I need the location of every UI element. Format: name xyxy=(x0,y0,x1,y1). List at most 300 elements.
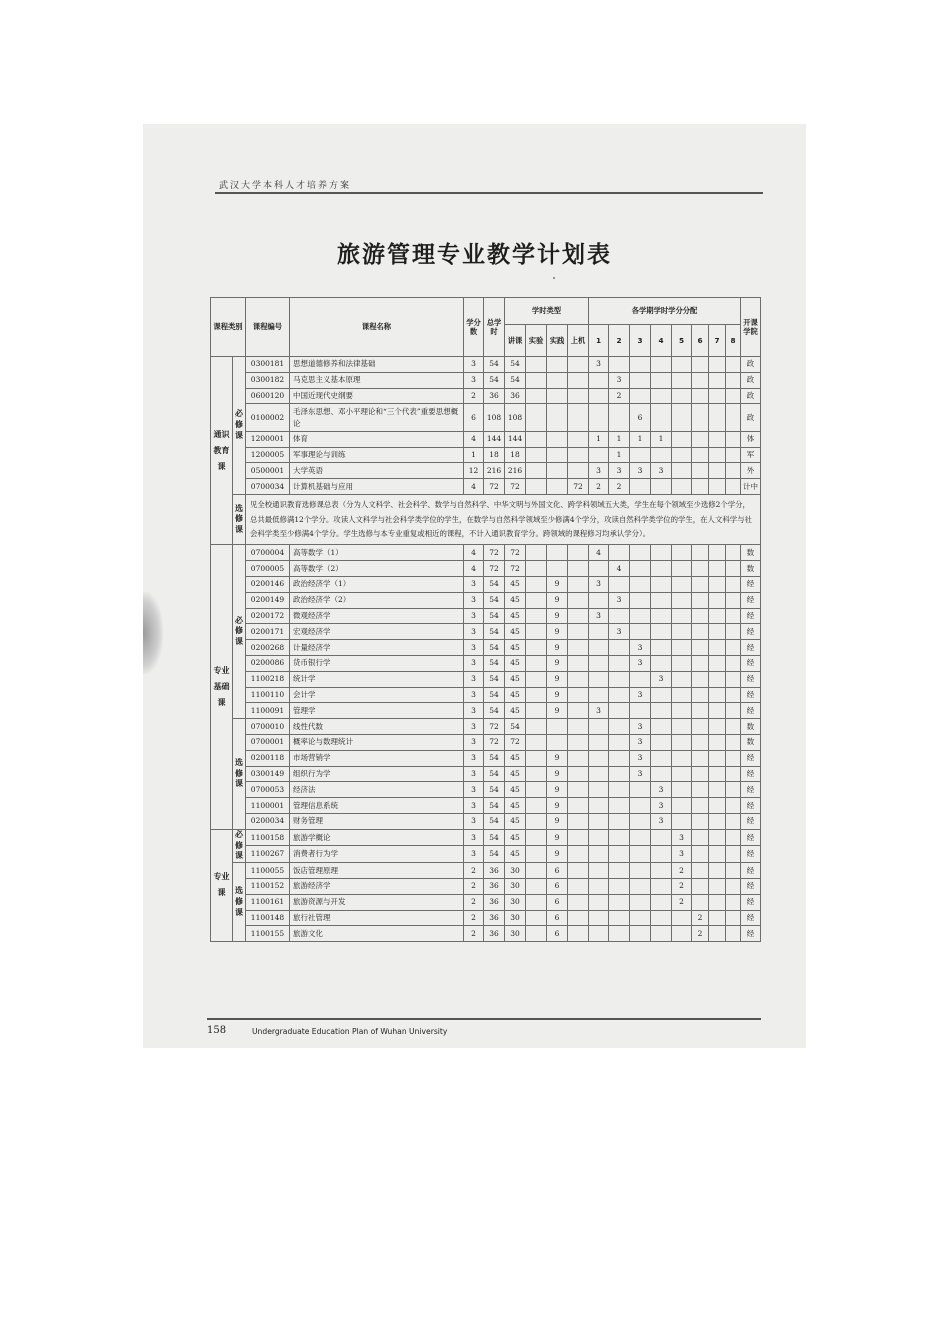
cell-computer xyxy=(568,863,589,879)
scan-speck xyxy=(553,277,555,279)
table-row xyxy=(211,388,761,404)
cell-s4 xyxy=(651,372,672,388)
cell-s6 xyxy=(692,734,709,750)
cell-s8 xyxy=(726,388,741,404)
table-body xyxy=(211,298,761,942)
teaching-plan-table xyxy=(210,297,761,942)
cell-s2 xyxy=(609,671,630,687)
header-code: 课程编号 xyxy=(246,298,290,357)
table-row xyxy=(211,655,761,671)
cell-lab xyxy=(526,431,547,447)
cell-practice xyxy=(547,447,568,463)
course-code: 0600120 xyxy=(246,388,290,404)
course-code: 1100155 xyxy=(246,926,290,942)
header-row-1 xyxy=(211,298,761,325)
cell-lab xyxy=(526,479,547,495)
cell-school: 政 xyxy=(741,357,761,373)
cell-s3 xyxy=(630,894,651,910)
cell-s8 xyxy=(726,926,741,942)
cell-s1 xyxy=(589,640,609,656)
cell-practice: 9 xyxy=(547,687,568,703)
cell-s6 xyxy=(692,388,709,404)
cell-credits: 2 xyxy=(464,910,484,926)
header-hours: 总学时 xyxy=(484,298,505,357)
table-row xyxy=(211,561,761,577)
cell-s4 xyxy=(651,719,672,735)
cell-lecture: 45 xyxy=(505,766,526,782)
course-code: 0300181 xyxy=(246,357,290,373)
cell-computer xyxy=(568,894,589,910)
cell-hours: 54 xyxy=(484,782,505,798)
cell-computer xyxy=(568,608,589,624)
cell-lecture: 45 xyxy=(505,640,526,656)
cell-lecture: 45 xyxy=(505,624,526,640)
cell-lecture: 216 xyxy=(505,463,526,479)
cell-s8 xyxy=(726,829,741,846)
cell-s4 xyxy=(651,894,672,910)
cell-s8 xyxy=(726,813,741,829)
cell-school: 经 xyxy=(741,592,761,608)
cell-s8 xyxy=(726,463,741,479)
cell-s7 xyxy=(709,798,726,814)
cell-s5 xyxy=(672,719,692,735)
cell-practice: 9 xyxy=(547,813,568,829)
cell-s8 xyxy=(726,624,741,640)
cell-computer xyxy=(568,750,589,766)
cell-practice: 9 xyxy=(547,798,568,814)
cell-s5 xyxy=(672,910,692,926)
cell-s8 xyxy=(726,798,741,814)
cell-s8 xyxy=(726,431,741,447)
cell-credits: 2 xyxy=(464,863,484,879)
cell-credits: 3 xyxy=(464,624,484,640)
cell-s4 xyxy=(651,750,672,766)
cell-s5 xyxy=(672,687,692,703)
cell-lecture: 30 xyxy=(505,926,526,942)
cell-s6 xyxy=(692,655,709,671)
cell-lab xyxy=(526,655,547,671)
cell-credits: 3 xyxy=(464,576,484,592)
cell-s7 xyxy=(709,624,726,640)
course-name: 财务管理 xyxy=(290,813,464,829)
cell-credits: 2 xyxy=(464,894,484,910)
cell-s2: 3 xyxy=(609,372,630,388)
cell-lecture: 54 xyxy=(505,719,526,735)
cell-s3: 3 xyxy=(630,719,651,735)
cell-s5: 2 xyxy=(672,894,692,910)
cell-s3 xyxy=(630,863,651,879)
cell-credits: 1 xyxy=(464,447,484,463)
cell-s4: 3 xyxy=(651,671,672,687)
cell-s1 xyxy=(589,655,609,671)
footer-rule xyxy=(207,1018,761,1020)
cell-s2 xyxy=(609,878,630,894)
cell-credits: 3 xyxy=(464,829,484,846)
course-name: 中国近现代史纲要 xyxy=(290,388,464,404)
cell-s5: 2 xyxy=(672,878,692,894)
cell-lecture: 36 xyxy=(505,388,526,404)
cell-s4 xyxy=(651,592,672,608)
header-sem-5: 5 xyxy=(672,325,692,357)
cell-computer xyxy=(568,372,589,388)
cell-s5 xyxy=(672,576,692,592)
cell-s2 xyxy=(609,766,630,782)
cell-practice: 9 xyxy=(547,608,568,624)
cell-school: 经 xyxy=(741,863,761,879)
cell-s5 xyxy=(672,926,692,942)
table-row xyxy=(211,878,761,894)
cell-s1 xyxy=(589,734,609,750)
cell-s5 xyxy=(672,671,692,687)
cell-s7 xyxy=(709,863,726,879)
cell-hours: 54 xyxy=(484,655,505,671)
cell-credits: 6 xyxy=(464,404,484,432)
header-hour-types: 学时类型 xyxy=(505,298,589,325)
cell-lab xyxy=(526,798,547,814)
course-code: 0700001 xyxy=(246,734,290,750)
cell-hours: 36 xyxy=(484,863,505,879)
cell-s5 xyxy=(672,798,692,814)
table-row xyxy=(211,734,761,750)
course-code: 1100091 xyxy=(246,703,290,719)
cell-s2 xyxy=(609,894,630,910)
cell-hours: 54 xyxy=(484,687,505,703)
cell-computer xyxy=(568,545,589,561)
cell-credits: 3 xyxy=(464,798,484,814)
cell-s1 xyxy=(589,829,609,846)
cell-lab xyxy=(526,687,547,703)
cell-computer xyxy=(568,624,589,640)
cell-s5 xyxy=(672,813,692,829)
cell-s5 xyxy=(672,404,692,432)
cell-s7 xyxy=(709,372,726,388)
cell-s1 xyxy=(589,878,609,894)
cell-credits: 12 xyxy=(464,463,484,479)
cell-practice xyxy=(547,404,568,432)
cell-s1 xyxy=(589,372,609,388)
cell-s4 xyxy=(651,926,672,942)
cell-credits: 4 xyxy=(464,545,484,561)
cell-school: 数 xyxy=(741,719,761,735)
cell-s5: 2 xyxy=(672,863,692,879)
cell-s3 xyxy=(630,447,651,463)
cell-lecture: 30 xyxy=(505,878,526,894)
cell-computer xyxy=(568,431,589,447)
table-row xyxy=(211,404,761,432)
cell-s7 xyxy=(709,561,726,577)
cell-lab xyxy=(526,926,547,942)
table-row xyxy=(211,447,761,463)
course-code: 1100055 xyxy=(246,863,290,879)
cell-practice xyxy=(547,545,568,561)
cell-hours: 54 xyxy=(484,846,505,863)
course-code: 1100001 xyxy=(246,798,290,814)
cell-hours: 36 xyxy=(484,926,505,942)
course-code: 0700005 xyxy=(246,561,290,577)
cell-s6 xyxy=(692,671,709,687)
course-code: 0200171 xyxy=(246,624,290,640)
cell-s7 xyxy=(709,766,726,782)
cell-s7 xyxy=(709,640,726,656)
cell-s6 xyxy=(692,766,709,782)
course-name: 市场营销学 xyxy=(290,750,464,766)
page-number: 158 xyxy=(207,1025,227,1036)
course-name: 马克思主义基本原理 xyxy=(290,372,464,388)
cell-practice xyxy=(547,561,568,577)
course-name: 政治经济学（1） xyxy=(290,576,464,592)
cell-s8 xyxy=(726,782,741,798)
table-row xyxy=(211,719,761,735)
cell-s8 xyxy=(726,750,741,766)
course-code: 0200172 xyxy=(246,608,290,624)
cell-s2 xyxy=(609,813,630,829)
cell-s6 xyxy=(692,608,709,624)
general-elective-note: 见全校通识教育选修课总表（分为人文科学、社会科学、数学与自然科学、中华文明与外国文化、跨学科领域五大类，学生在每个领域至少选修2个学分，总共最低修满12个学分。攻读人文科学与社会科学类学位的学生，在数学与自然科学领域至少修满4个学分，攻读自然科学类学位的学生，在人文科学与社会科学类至少修满4个学分。学生选修与本专业重复或相近的课程，不计入通识教育学分。跨领域的课程修习均承认学分）。 xyxy=(246,495,761,545)
cell-s7 xyxy=(709,388,726,404)
table-row xyxy=(211,798,761,814)
cell-practice: 6 xyxy=(547,878,568,894)
cell-lab xyxy=(526,829,547,846)
cell-lab xyxy=(526,576,547,592)
table-row xyxy=(211,640,761,656)
table-row xyxy=(211,750,761,766)
cell-school: 政 xyxy=(741,404,761,432)
cell-s4 xyxy=(651,734,672,750)
cell-lab xyxy=(526,388,547,404)
cell-lecture: 45 xyxy=(505,703,526,719)
header-sem-8: 8 xyxy=(726,325,741,357)
cell-s1: 1 xyxy=(589,431,609,447)
cell-hours: 18 xyxy=(484,447,505,463)
cell-s7 xyxy=(709,846,726,863)
cell-s7 xyxy=(709,592,726,608)
cell-s3 xyxy=(630,829,651,846)
table-row xyxy=(211,372,761,388)
course-code: 0700004 xyxy=(246,545,290,561)
cell-lecture: 45 xyxy=(505,782,526,798)
cell-computer xyxy=(568,671,589,687)
header-sem-6: 6 xyxy=(692,325,709,357)
course-code: 0200034 xyxy=(246,813,290,829)
cell-s8 xyxy=(726,404,741,432)
cell-s2 xyxy=(609,863,630,879)
cell-lab xyxy=(526,671,547,687)
cell-hours: 36 xyxy=(484,388,505,404)
cell-s8 xyxy=(726,894,741,910)
table-row xyxy=(211,357,761,373)
cell-school: 经 xyxy=(741,910,761,926)
cell-credits: 3 xyxy=(464,687,484,703)
course-code: 1100110 xyxy=(246,687,290,703)
cell-lecture: 45 xyxy=(505,671,526,687)
table-row xyxy=(211,431,761,447)
course-name: 统计学 xyxy=(290,671,464,687)
cell-s3 xyxy=(630,782,651,798)
cell-hours: 72 xyxy=(484,561,505,577)
cell-computer xyxy=(568,719,589,735)
table-row xyxy=(211,545,761,561)
cell-s5 xyxy=(672,782,692,798)
cell-school: 经 xyxy=(741,624,761,640)
cell-school: 经 xyxy=(741,671,761,687)
cell-lab xyxy=(526,447,547,463)
cell-credits: 2 xyxy=(464,926,484,942)
cell-s4 xyxy=(651,878,672,894)
header-sem-3: 3 xyxy=(630,325,651,357)
cell-s1 xyxy=(589,926,609,942)
cell-s6 xyxy=(692,863,709,879)
cell-s6 xyxy=(692,813,709,829)
cell-hours: 72 xyxy=(484,734,505,750)
course-code: 1100267 xyxy=(246,846,290,863)
cell-hours: 54 xyxy=(484,671,505,687)
cell-computer xyxy=(568,910,589,926)
header-lecture: 讲课 xyxy=(505,325,526,357)
cell-s8 xyxy=(726,878,741,894)
cell-credits: 3 xyxy=(464,671,484,687)
header-category: 课程类别 xyxy=(211,298,246,357)
header-lab: 实验 xyxy=(526,325,547,357)
cell-s6 xyxy=(692,592,709,608)
cell-s2: 3 xyxy=(609,463,630,479)
cell-school: 经 xyxy=(741,703,761,719)
cell-lab xyxy=(526,910,547,926)
cell-s1 xyxy=(589,388,609,404)
cell-s7 xyxy=(709,910,726,926)
cell-s1 xyxy=(589,894,609,910)
cell-credits: 4 xyxy=(464,479,484,495)
header-computer: 上机 xyxy=(568,325,589,357)
cell-s6 xyxy=(692,894,709,910)
cell-practice: 9 xyxy=(547,655,568,671)
cell-s5 xyxy=(672,431,692,447)
course-code: 0200086 xyxy=(246,655,290,671)
cell-lecture: 108 xyxy=(505,404,526,432)
cell-school: 经 xyxy=(741,640,761,656)
course-code: 1100152 xyxy=(246,878,290,894)
cell-s6 xyxy=(692,640,709,656)
cell-practice: 6 xyxy=(547,894,568,910)
cell-practice: 9 xyxy=(547,703,568,719)
cell-lecture: 72 xyxy=(505,561,526,577)
cell-hours: 36 xyxy=(484,894,505,910)
cell-s6 xyxy=(692,750,709,766)
cell-lecture: 45 xyxy=(505,829,526,846)
cell-s8 xyxy=(726,703,741,719)
cell-lab xyxy=(526,404,547,432)
cell-lab xyxy=(526,372,547,388)
course-name: 政治经济学（2） xyxy=(290,592,464,608)
cell-credits: 3 xyxy=(464,766,484,782)
cell-computer: 72 xyxy=(568,479,589,495)
cell-s3: 3 xyxy=(630,640,651,656)
cell-s3: 3 xyxy=(630,655,651,671)
cell-s7 xyxy=(709,608,726,624)
cell-s3 xyxy=(630,561,651,577)
cell-s1 xyxy=(589,910,609,926)
course-name: 消费者行为学 xyxy=(290,846,464,863)
course-code: 0200118 xyxy=(246,750,290,766)
cell-s6 xyxy=(692,846,709,863)
cell-lecture: 54 xyxy=(505,357,526,373)
cell-s2: 2 xyxy=(609,479,630,495)
cell-s8 xyxy=(726,846,741,863)
cell-s4 xyxy=(651,447,672,463)
cell-s3 xyxy=(630,357,651,373)
cell-s4 xyxy=(651,576,672,592)
cell-lecture: 54 xyxy=(505,372,526,388)
cell-s2 xyxy=(609,750,630,766)
cell-school: 体 xyxy=(741,431,761,447)
cell-hours: 36 xyxy=(484,910,505,926)
table-row xyxy=(211,576,761,592)
course-name: 经济法 xyxy=(290,782,464,798)
cell-s5: 3 xyxy=(672,846,692,863)
cell-s2 xyxy=(609,640,630,656)
cell-computer xyxy=(568,703,589,719)
cell-s3 xyxy=(630,910,651,926)
cell-practice xyxy=(547,463,568,479)
cell-s4 xyxy=(651,608,672,624)
subcategory-elective: 选修课 xyxy=(233,719,246,830)
cell-lecture: 45 xyxy=(505,655,526,671)
cell-computer xyxy=(568,388,589,404)
course-name: 线性代数 xyxy=(290,719,464,735)
cell-s8 xyxy=(726,671,741,687)
category-general-education: 通识教育课 xyxy=(211,357,233,545)
cell-s4 xyxy=(651,766,672,782)
cell-s4 xyxy=(651,655,672,671)
cell-s2 xyxy=(609,782,630,798)
cell-s7 xyxy=(709,687,726,703)
cell-s7 xyxy=(709,878,726,894)
cell-s6 xyxy=(692,878,709,894)
table-row xyxy=(211,813,761,829)
cell-lecture: 45 xyxy=(505,846,526,863)
table-row xyxy=(211,479,761,495)
course-name: 管理学 xyxy=(290,703,464,719)
cell-lecture: 72 xyxy=(505,479,526,495)
cell-credits: 3 xyxy=(464,813,484,829)
cell-computer xyxy=(568,926,589,942)
cell-s1: 3 xyxy=(589,463,609,479)
cell-lecture: 45 xyxy=(505,687,526,703)
cell-s2 xyxy=(609,829,630,846)
cell-s5 xyxy=(672,479,692,495)
cell-s1 xyxy=(589,798,609,814)
cell-s6 xyxy=(692,624,709,640)
cell-s1 xyxy=(589,561,609,577)
cell-s6 xyxy=(692,829,709,846)
cell-s5 xyxy=(672,655,692,671)
cell-lecture: 30 xyxy=(505,910,526,926)
cell-hours: 108 xyxy=(484,404,505,432)
cell-school: 经 xyxy=(741,750,761,766)
cell-s3: 3 xyxy=(630,734,651,750)
elective-note-row xyxy=(211,495,761,545)
cell-s1 xyxy=(589,671,609,687)
cell-s3 xyxy=(630,479,651,495)
cell-s3 xyxy=(630,576,651,592)
cell-s7 xyxy=(709,734,726,750)
cell-lab xyxy=(526,863,547,879)
cell-credits: 3 xyxy=(464,719,484,735)
cell-lab xyxy=(526,640,547,656)
cell-credits: 4 xyxy=(464,431,484,447)
cell-s7 xyxy=(709,479,726,495)
page-title: 旅游管理专业教学计划表 xyxy=(337,242,612,268)
cell-s2 xyxy=(609,576,630,592)
